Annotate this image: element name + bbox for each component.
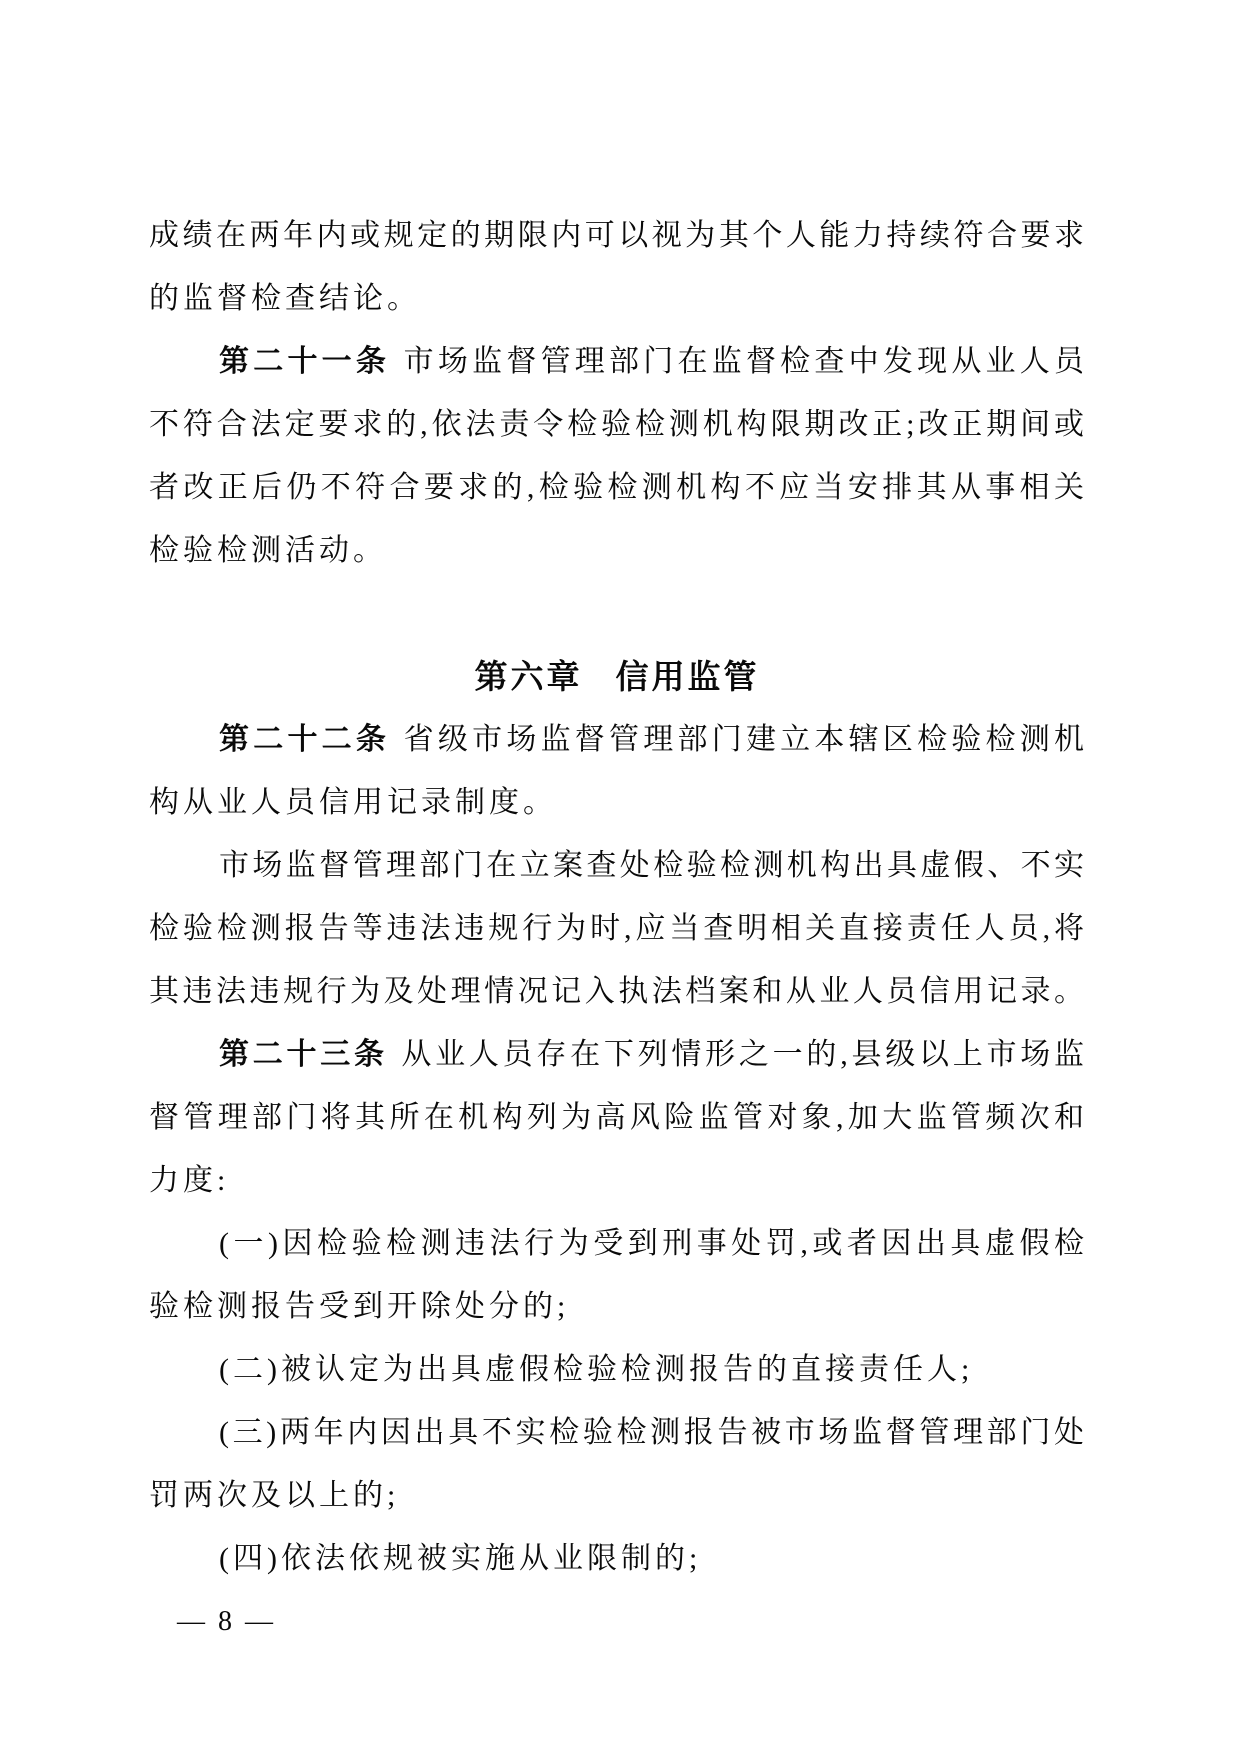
page-body [149,204,1085,1590]
text-line [149,1338,1085,1401]
text-line [149,1212,1085,1275]
text-line [149,267,1085,330]
blank-line [149,582,1085,645]
text-line [149,834,1085,897]
text-run: 罚两次及以上的; [149,1479,400,1512]
text-run: (三)两年内因出具不实检验检测报告被市场监督管理部门处 [219,1416,1085,1449]
text-run: 成绩在两年内或规定的期限内可以视为其个人能力持续符合要求 [149,219,1085,252]
text-line [149,1086,1085,1149]
text-line [149,1527,1085,1590]
text-line [149,456,1085,519]
page-number: — 8 — [177,1606,276,1637]
text-run: 的监督检查结论。 [149,282,421,315]
text-line [149,708,1085,771]
text-run: (一)因检验检测违法行为受到刑事处罚,或者因出具虚假检 [219,1227,1085,1260]
text-line [149,204,1085,267]
text-line [149,519,1085,582]
text-line [149,1401,1085,1464]
bold-text-run: 第二十三条 [219,1038,388,1071]
text-run: 不符合法定要求的,依法责令检验检测机构限期改正;改正期间或 [149,408,1085,441]
bold-text-run: 信用监管 [615,658,760,695]
text-run: 督管理部门将其所在机构列为高风险监管对象,加大监管频次和 [149,1101,1085,1134]
text-line [149,1275,1085,1338]
text-run: 构从业人员信用记录制度。 [149,786,557,819]
text-line [149,1023,1085,1086]
bold-text-run: 第二十二条 [219,723,391,756]
text-run: 力度: [149,1164,230,1197]
text-line [149,1149,1085,1212]
text-run: 者改正后仍不符合要求的,检验检测机构不应当安排其从事相关 [149,471,1085,504]
text-run: 从业人员存在下列情形之一的,县级以上市场监 [401,1038,1086,1071]
bold-text-run: 第二十一条 [219,345,391,378]
text-run: 市场监督管理部门在立案查处检验检测机构出具虚假、不实 [219,849,1085,882]
text-line [149,330,1085,393]
text-line [149,960,1085,1023]
text-run: 验检测报告受到开除处分的; [149,1290,570,1323]
text-run: 检验检测报告等违法违规行为时,应当查明相关直接责任人员,将 [149,912,1085,945]
text-run: (二)被认定为出具虚假检验检测报告的直接责任人; [219,1353,974,1386]
text-run: 检验检测活动。 [149,534,387,567]
bold-text-run: 第六章 [474,658,583,695]
chapter-heading [149,645,1085,708]
text-line [149,897,1085,960]
text-run: (四)依法依规被实施从业限制的; [219,1542,702,1575]
text-run: 其违法违规行为及处理情况记入执法档案和从业人员信用记录。 [149,975,1085,1008]
text-line [149,771,1085,834]
text-run: 省级市场监督管理部门建立本辖区检验检测机 [403,723,1086,756]
text-line [149,1464,1085,1527]
text-run: 市场监督管理部门在监督检查中发现从业人员 [403,345,1086,378]
text-line [149,393,1085,456]
